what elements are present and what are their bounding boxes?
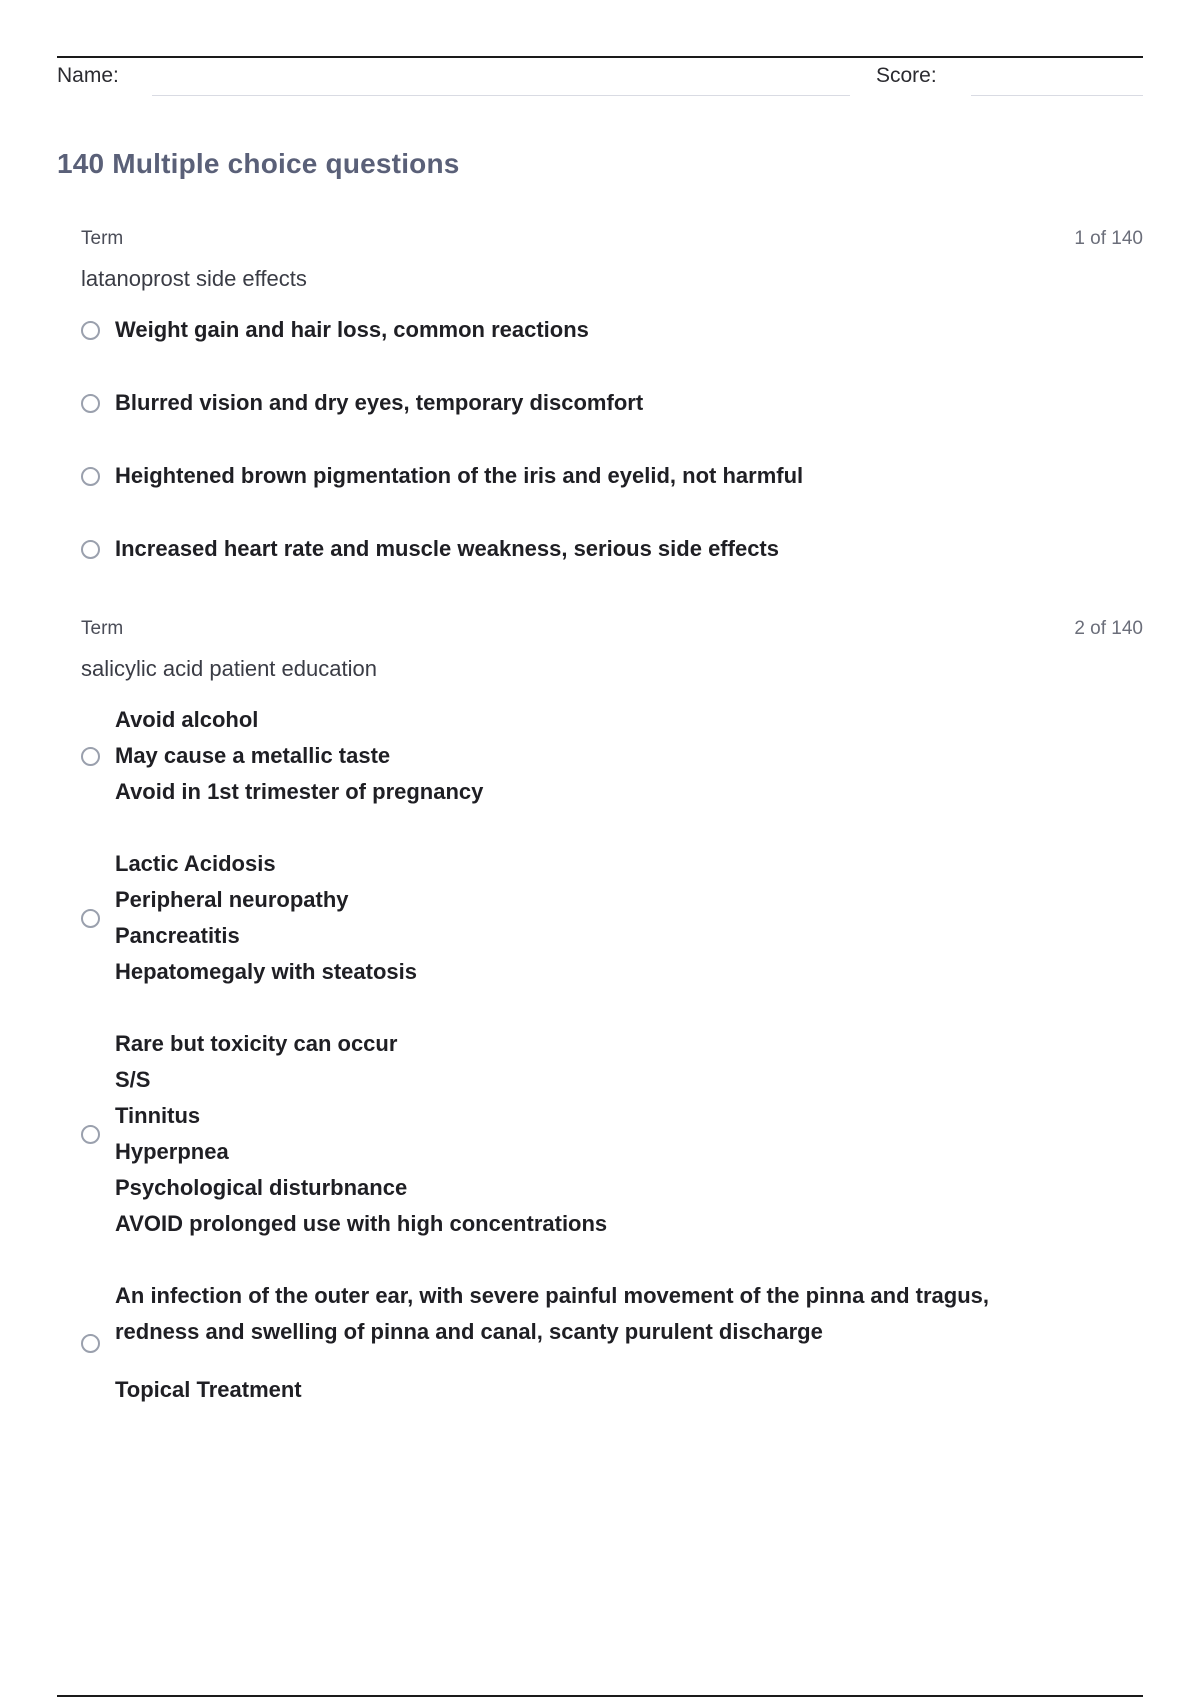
question-2 — [81, 618, 1143, 1444]
answer-option-line: redness and swelling of pinna and canal, scanty purulent discharge — [115, 1319, 823, 1344]
answer-option-text — [115, 312, 589, 348]
question-term: latanoprost side effects — [81, 266, 307, 291]
answer-option-text — [115, 385, 643, 421]
answer-option-line: Peripheral neuropathy — [115, 887, 349, 912]
bottom-divider — [57, 1695, 1143, 1697]
answer-option-line: S/S — [115, 1067, 151, 1092]
answer-option-line: Hepatomegaly with steatosis — [115, 959, 417, 984]
header-row — [57, 62, 1143, 98]
answer-option-text — [115, 1026, 607, 1242]
answer-option-line: Lactic Acidosis — [115, 851, 276, 876]
question-header — [81, 228, 1143, 256]
answer-option-spacer — [115, 1350, 989, 1372]
question-header — [81, 618, 1143, 646]
answer-option-c[interactable] — [81, 1026, 1143, 1242]
question-1 — [81, 228, 1143, 604]
question-term: salicylic acid patient education — [81, 656, 377, 681]
answer-option-text — [115, 846, 417, 990]
question-label: Term — [81, 618, 124, 639]
radio-button-icon[interactable] — [81, 1125, 100, 1144]
answer-option-c[interactable] — [81, 458, 1143, 494]
answer-option-line: Weight gain and hair loss, common reactions — [115, 317, 589, 342]
name-field-line[interactable] — [152, 95, 850, 96]
answer-option-d[interactable] — [81, 531, 1143, 567]
answer-option-d[interactable] — [81, 1278, 1143, 1408]
answer-option-text — [115, 702, 483, 810]
score-label: Score: — [876, 64, 937, 87]
radio-button-icon[interactable] — [81, 394, 100, 413]
answer-option-text — [115, 531, 779, 567]
answer-option-line: Tinnitus — [115, 1103, 201, 1128]
answer-option-line: Rare but toxicity can occur — [115, 1031, 398, 1056]
answer-option-line: Heightened brown pigmentation of the iris and eyelid, not harmful — [115, 463, 804, 488]
answer-option-line: AVOID prolonged use with high concentrations — [115, 1211, 608, 1236]
question-label: Term — [81, 228, 124, 249]
radio-button-icon[interactable] — [81, 909, 100, 928]
answer-option-text — [115, 1278, 989, 1408]
radio-button-icon[interactable] — [81, 540, 100, 559]
answer-option-a[interactable] — [81, 312, 1143, 348]
answer-option-b[interactable] — [81, 385, 1143, 421]
question-counter: 1 of 140 — [1074, 228, 1143, 249]
question-counter: 2 of 140 — [1074, 618, 1143, 639]
answer-options — [81, 312, 1143, 567]
answer-options — [81, 702, 1143, 1408]
answer-option-line: Psychological disturbnance — [115, 1175, 408, 1200]
answer-option-line: Increased heart rate and muscle weakness, serious side effects — [115, 536, 779, 561]
name-label: Name: — [57, 64, 119, 87]
page-title: 140 Multiple choice questions — [57, 148, 460, 179]
answer-option-line: Blurred vision and dry eyes, temporary discomfort — [115, 390, 644, 415]
answer-option-line: Pancreatitis — [115, 923, 240, 948]
radio-button-icon[interactable] — [81, 747, 100, 766]
answer-option-line: May cause a metallic taste — [115, 743, 391, 768]
radio-button-icon[interactable] — [81, 321, 100, 340]
worksheet-page — [57, 0, 1143, 1700]
answer-option-b[interactable] — [81, 846, 1143, 990]
answer-option-line: An infection of the outer ear, with severe painful movement of the pinna and tragus, — [115, 1283, 990, 1308]
answer-option-line: Avoid alcohol — [115, 707, 259, 732]
answer-option-text — [115, 458, 803, 494]
radio-button-icon[interactable] — [81, 467, 100, 486]
answer-option-line: Avoid in 1st trimester of pregnancy — [115, 779, 484, 804]
radio-button-icon[interactable] — [81, 1334, 100, 1353]
answer-option-line: Hyperpnea — [115, 1139, 229, 1164]
answer-option-line: Topical Treatment — [115, 1377, 302, 1402]
top-divider — [57, 56, 1143, 58]
score-field-line[interactable] — [971, 95, 1143, 96]
answer-option-a[interactable] — [81, 702, 1143, 810]
